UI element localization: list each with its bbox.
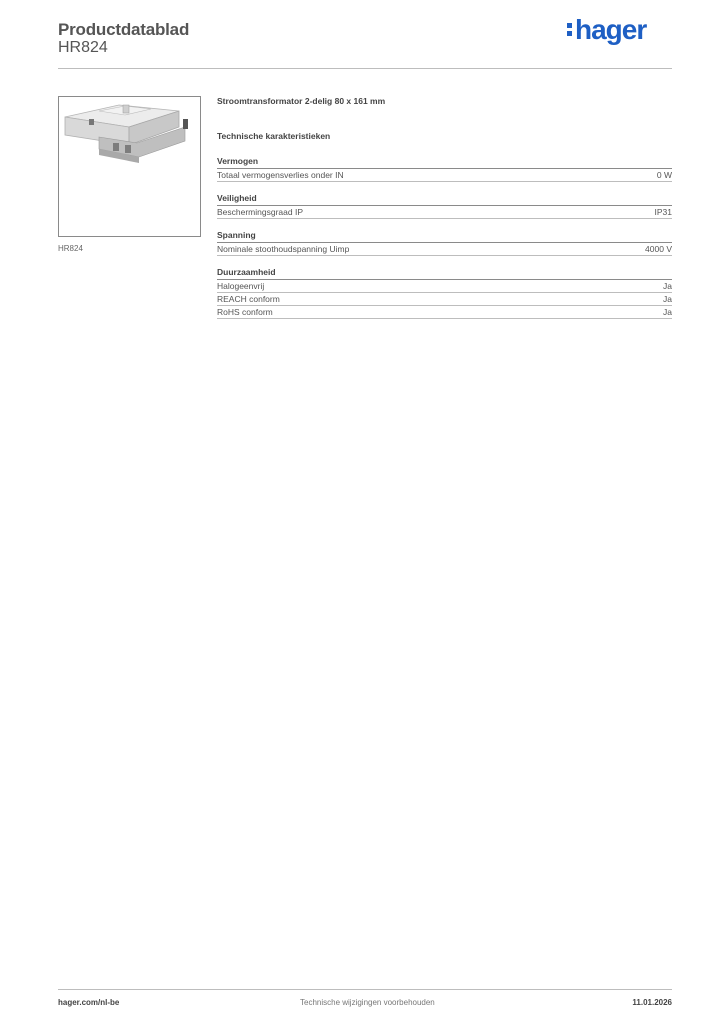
footer-divider [58,989,672,990]
tech-heading: Technische karakteristieken [217,131,331,141]
spec-row [217,280,672,293]
image-caption: HR824 [58,244,83,253]
spec-label: Halogeenvrij [217,281,265,291]
spec-row [217,243,672,256]
page-title: Productdatablad [58,20,190,39]
spec-row [217,206,672,219]
header-divider [58,68,672,69]
spec-value: Ja [663,294,672,304]
spec-row [217,293,672,306]
spec-value: IP31 [654,207,672,217]
logo-text: hager [575,14,647,45]
section-vermogen [217,156,672,182]
spec-label: Nominale stoothoudspanning Uimp [217,244,350,254]
footer-disclaimer: Technische wijzigingen voorbehouden [300,998,435,1007]
product-code: HR824 [58,39,108,56]
spec-value: Ja [663,281,672,291]
spec-label: REACH conform [217,294,280,304]
spec-row [217,306,672,319]
footer-date: 11.01.2026 [632,998,672,1007]
section-duurzaamheid [217,267,672,319]
section-veiligheid [217,193,672,219]
section-title: Veiligheid [217,193,672,206]
current-transformer-illustration [59,97,200,236]
spec-value: 4000 V [645,244,672,254]
product-title: Stroomtransformator 2-delig 80 x 161 mm [217,96,386,106]
section-spanning [217,230,672,256]
spec-value: Ja [663,307,672,317]
section-title: Vermogen [217,156,672,169]
spec-label: RoHS conform [217,307,273,317]
section-title: Spanning [217,230,672,243]
spec-label: Beschermingsgraad IP [217,207,303,217]
hager-logo[interactable] [567,14,646,46]
logo-dots-icon [567,20,573,39]
product-image [58,96,201,237]
spec-label: Totaal vermogensverlies onder IN [217,170,344,180]
spec-content [217,96,672,319]
section-title: Duurzaamheid [217,267,672,280]
spec-value: 0 W [656,170,672,180]
spec-row [217,169,672,182]
footer-website-link[interactable]: hager.com/nl-be [58,998,120,1007]
